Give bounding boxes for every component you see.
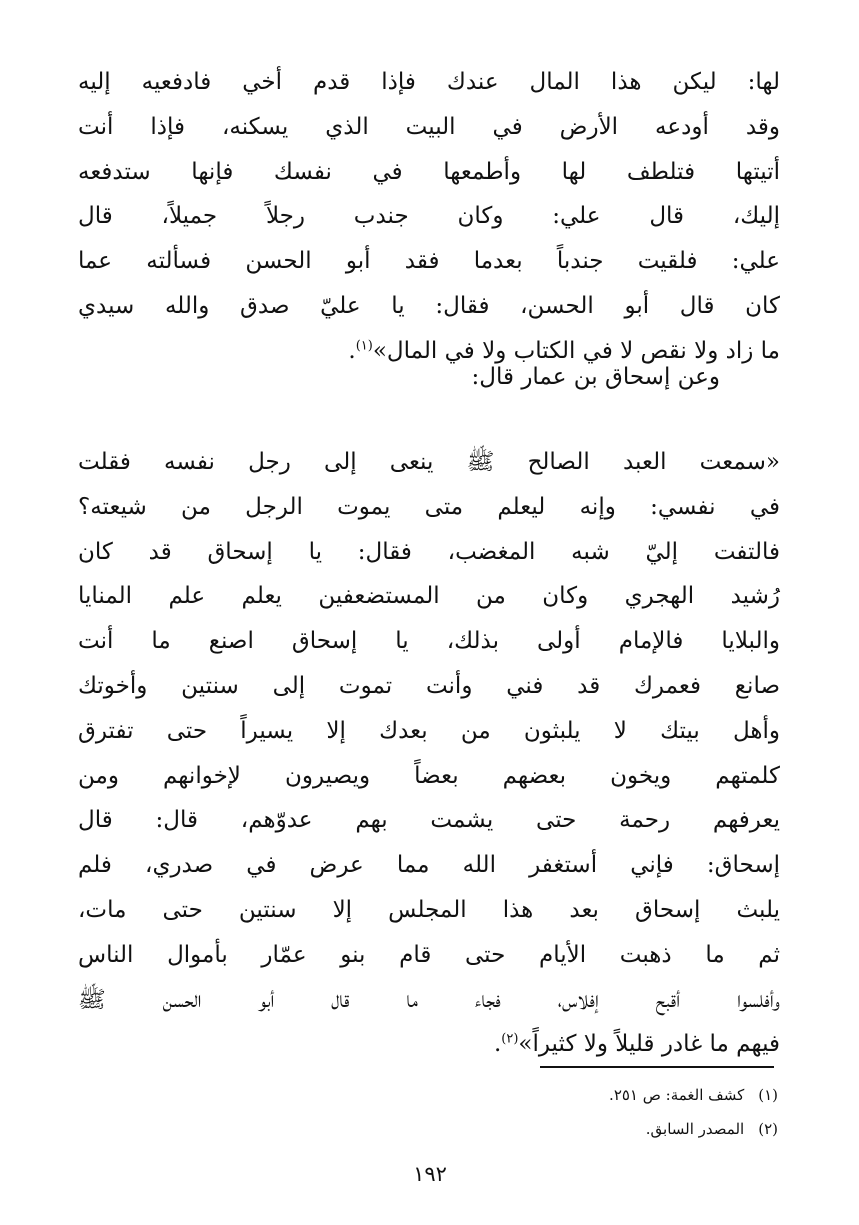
text-line: ثم ما ذهبت الأيام حتى قام بنو عمّار بأموال الناس xyxy=(78,941,780,968)
paragraph-1 xyxy=(78,60,780,374)
text-line: «سمعت العبد الصالح ﷺ ينعى إلى رجل نفسه فقلت xyxy=(78,449,780,475)
text-line-last xyxy=(78,1022,780,1067)
text-line: كان قال أبو الحسن، فقال: يا عليّ صدق والله سيدي xyxy=(78,292,780,319)
page-number: ١٩٢ xyxy=(413,1162,447,1186)
text-line: يعرفهم رحمة حتى يشمت بهم عدوّهم، قال: قال xyxy=(78,807,780,834)
text-line: علي: فلقيت جندباً بعدما فقد أبو الحسن فسألته عما xyxy=(78,248,780,275)
footnote-number: (١) xyxy=(758,1086,778,1104)
text-line: لها: ليكن هذا المال عندك فإذا قدم أخي فادفعيه إليه xyxy=(78,69,780,95)
paragraph-2 xyxy=(78,440,780,1067)
text-line: في نفسي: وإنه ليعلم متى يموت الرجل من شيعته؟ xyxy=(78,493,780,520)
text-line: كلمتهم ويخون بعضهم بعضاً ويصيرون لإخوانهم ومن xyxy=(78,762,780,789)
intro-line xyxy=(78,355,720,400)
text-line: إليك، قال علي: وكان جندب رجلاً جميلاً، قال xyxy=(78,203,780,230)
text-line: وقد أودعه الأرض في البيت الذي يسكنه، فإذا أنت xyxy=(78,113,780,140)
text-line: وعن إسحاق بن عمار قال: xyxy=(471,364,720,390)
text-line-content: ما زاد ولا نقص لا في الكتاب ولا في المال» xyxy=(372,337,780,364)
footnote-text: المصدر السابق. xyxy=(645,1120,745,1138)
footnote-1 xyxy=(400,1078,778,1112)
text-line: أتيتها فتلطف لها وأطمعها في نفسك فإنها ستدفعه xyxy=(78,158,780,185)
footnote-text: كشف الغمة: ص ٢٥١. xyxy=(609,1086,745,1104)
text-line: والبلايا فالإمام أولى بذلك، يا إسحاق اصنع ما أنت xyxy=(78,628,780,655)
footnotes xyxy=(400,1078,778,1146)
footnote-reference: (٢) xyxy=(501,1031,519,1047)
footnote-2 xyxy=(400,1112,778,1146)
text-line: يلبث إسحاق بعد هذا المجلس إلا سنتين حتى مات، xyxy=(78,896,780,923)
footnote-reference: (١) xyxy=(355,338,373,354)
text-line: صانع فعمرك قد فني وأنت تموت إلى سنتين وأخوتك xyxy=(78,672,780,699)
footnote-number: (٢) xyxy=(758,1120,778,1138)
text-line: رُشيد الهجري وكان من المستضعفين يعلم علم المنايا xyxy=(78,583,780,610)
sentence-end: . xyxy=(493,1031,502,1058)
text-line: إسحاق: فإني أستغفر الله مما عرض في صدري، فلم xyxy=(78,852,780,879)
footnote-divider xyxy=(540,1066,774,1068)
text-line-content: فيهم ما غادر قليلاً ولا كثيراً» xyxy=(518,1031,780,1058)
text-line: وأفلسوا أقبح إفلاس، فجاء ما قال أبو الحسن ﷺ xyxy=(78,986,780,1013)
text-line: وأهل بيتك لا يلبثون من بعدك إلا يسيراً حتى تفترق xyxy=(78,717,780,744)
text-line: فالتفت إليّ شبه المغضب، فقال: يا إسحاق قد كان xyxy=(78,538,780,565)
sentence-end: . xyxy=(348,337,356,364)
